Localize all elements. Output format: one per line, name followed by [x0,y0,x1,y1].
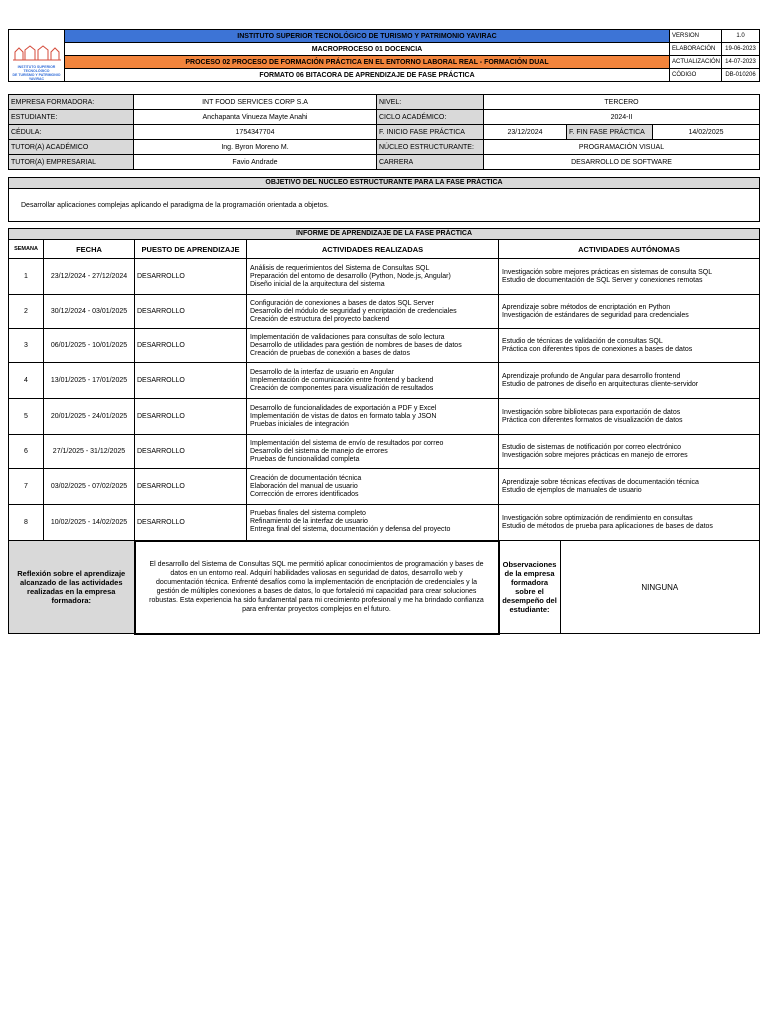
activity-item: Creación de documentación técnica [250,474,362,482]
table-row [9,505,760,541]
tutor-academico-value: Ing. Byron Moreno M. [134,140,377,155]
cedula-value: 1754347704 [134,125,377,140]
empresa-value: INT FOOD SERVICES CORP S.A [134,95,377,110]
week-cell: 3 [9,329,44,363]
activity-item: Implementación de comunicación entre frontend y backend [250,376,434,384]
date-cell: 27/1/2025 - 31/12/2025 [44,435,135,469]
process-name: PROCESO 02 PROCESO DE FORMACIÓN PRÁCTICA EN EL ENTORNO LABORAL REAL - FORMACIÓN DUAL [65,56,670,69]
autonomous-item: Estudio de métodos de prueba para aplicaciones de bases de datos [502,522,713,530]
activities-cell [247,329,499,363]
fin-value: 14/02/2025 [653,125,760,140]
week-cell: 2 [9,295,44,329]
post-cell: DESARROLLO [135,363,247,399]
carrera-label: CARRERA [377,155,484,170]
date-cell: 30/12/2024 - 03/01/2025 [44,295,135,329]
date-cell: 23/12/2024 - 27/12/2024 [44,259,135,295]
logo-mark [11,43,63,81]
table-row [9,469,760,505]
activity-item: Pruebas de funcionalidad completa [250,455,360,463]
autonomous-item: Aprendizaje sobre métodos de encriptación en Python [502,303,671,311]
cedula-label: CÉDULA: [9,125,134,140]
autonomous-cell [499,399,760,435]
activity-item: Pruebas iniciales de integración [250,420,349,428]
activity-item: Creación de componentes para visualización de resultados [250,384,434,392]
date-cell: 06/01/2025 - 10/01/2025 [44,329,135,363]
autonomous-item: Investigación sobre mejores prácticas en manejo de errores [502,451,688,459]
empresa-label: EMPRESA FORMADORA: [9,95,134,110]
inicio-value: 23/12/2024 [484,125,567,140]
nivel-label: NIVEL: [377,95,484,110]
table-row [9,399,760,435]
meta-codigo-label: CÓDIGO [670,69,722,82]
post-cell: DESARROLLO [135,505,247,541]
week-cell: 8 [9,505,44,541]
date-cell: 13/01/2025 - 17/01/2025 [44,363,135,399]
activity-item: Implementación de validaciones para consultas de solo lectura [250,333,445,341]
tutor-academico-label: TUTOR(A) ACADÉMICO [9,140,134,155]
activities-cell [247,363,499,399]
col-autonomas: ACTIVIDADES AUTÓNOMAS [499,240,760,259]
activity-item: Implementación del sistema de envío de resultados por correo [250,439,444,447]
activity-item: Desarrollo de la interfaz de usuario en Angular [250,368,394,376]
meta-actualizacion-value: 14-07-2023 [722,56,760,69]
post-cell: DESARROLLO [135,295,247,329]
objective-text: Desarrollar aplicaciones complejas aplicando el paradigma de la programación orientada a objetos. [9,189,760,222]
autonomous-item: Práctica con diferentes tipos de conexiones a bases de datos [502,345,693,353]
macroprocess: MACROPROCESO 01 DOCENCIA [65,43,670,56]
objective-table [8,177,760,222]
col-semana: SEMANA [9,240,44,259]
table-row [9,435,760,469]
logo-text: INSTITUTO SUPERIOR TECNOLÓGICO DE TURISMO Y PATRIMONIO YAVIRAC [12,64,61,81]
autonomous-cell [499,435,760,469]
post-cell: DESARROLLO [135,469,247,505]
week-cell: 5 [9,399,44,435]
activity-item: Desarrollo del sistema de manejo de errores [250,447,388,455]
institute-name: INSTITUTO SUPERIOR TECNOLÓGICO DE TURISMO Y PATRIMONIO YAVIRAC [65,30,670,43]
format-name: FORMATO 06 BITACORA DE APRENDIZAJE DE FASE PRÁCTICA [65,69,670,82]
post-cell: DESARROLLO [135,399,247,435]
table-row [9,329,760,363]
estudiante-label: ESTUDIANTE: [9,110,134,125]
objective-title: OBJETIVO DEL NUCLEO ESTRUCTURANTE PARA LA FASE PRÁCTICA [9,178,760,189]
table-row [9,259,760,295]
activity-item: Implementación de vistas de datos en formato tabla y JSON [250,412,437,420]
activity-item: Preparación del entorno de desarrollo (Python, Node.js, Angular) [250,272,451,280]
autonomous-item: Estudio de documentación de SQL Server y conexiones remotas [502,276,703,284]
inicio-label: F. INICIO FASE PRÁCTICA [377,125,484,140]
autonomous-cell [499,295,760,329]
observations-value: NINGUNA [641,582,679,592]
autonomous-item: Aprendizaje sobre técnicas efectivas de documentación técnica [502,478,699,486]
activity-item: Desarrollo de funcionalidades de exportación a PDF y Excel [250,404,437,412]
autonomous-cell [499,329,760,363]
activities-cell [247,435,499,469]
meta-codigo-value: DB-010206 [722,69,760,82]
week-cell: 1 [9,259,44,295]
week-cell: 7 [9,469,44,505]
autonomous-item: Estudio de sistemas de notificación por correo electrónico [502,443,681,451]
activity-item: Desarrollo del módulo de seguridad y encriptación de credenciales [250,307,457,315]
estudiante-value: Anchapanta Vinueza Mayte Anahi [134,110,377,125]
col-puesto: PUESTO DE APRENDIZAJE [135,240,247,259]
meta-version-label: VERSION [670,30,722,43]
table-row [9,295,760,329]
autonomous-item: Investigación sobre mejores prácticas en sistemas de consulta SQL [502,268,713,276]
activity-item: Creación de estructura del proyecto backend [250,315,390,323]
activities-cell [247,469,499,505]
activities-cell [247,505,499,541]
activity-item: Refinamiento de la interfaz de usuario [250,518,368,526]
reflection-text: El desarrollo del Sistema de Consultas SQL me permitió aplicar conocimientos de programación y bases de datos en un entorno real. Adquirí habilidades valiosas en seguridad de datos, desarrollo web y documentación técnica. Enfrenté desafíos como la implementación de encriptación de credenciales y la gestión de múltiples conexiones a bases de datos, lo que fortaleció mi capacidad para crear soluciones robustas. Esta experiencia ha sido fundamental para mi crecimiento profesional y me ha brindado confianza para enfrentar proyectos complejos en el futuro. [135,541,499,634]
ciclo-label: CICLO ACADÉMICO: [377,110,484,125]
post-cell: DESARROLLO [135,329,247,363]
activity-item: Desarrollo de utilidades para gestión de nombres de bases de datos [250,341,462,349]
activity-item: Pruebas finales del sistema completo [250,510,366,518]
ciclo-value: 2024-II [484,110,760,125]
activity-item: Análisis de requerimientos del Sistema de Consultas SQL [250,264,430,272]
nucleo-label: NÚCLEO ESTRUCTURANTE: [377,140,484,155]
observations-cell [499,541,760,634]
autonomous-item: Investigación sobre optimización de rendimiento en consultas [502,514,693,522]
institute-logo [9,30,65,82]
tutor-empresarial-value: Favio Andrade [134,155,377,170]
post-cell: DESARROLLO [135,259,247,295]
nivel-value: TERCERO [484,95,760,110]
autonomous-cell [499,505,760,541]
report-title: INFORME DE APRENDIZAJE DE LA FASE PRÁCTICA [9,229,760,240]
tutor-empresarial-label: TUTOR(A) EMPRESARIAL [9,155,134,170]
observations-label: Observaciones de la empresa formadora sobre el desempeño del estudiante: [500,541,561,633]
activity-item: Diseño inicial de la arquitectura del sistema [250,280,385,288]
activity-item: Corrección de errores identificados [250,490,359,498]
activity-item: Elaboración del manual de usuario [250,482,358,490]
autonomous-item: Estudio de patrones de diseño en arquitecturas cliente-servidor [502,380,699,388]
building-icon [11,43,63,61]
table-row [9,363,760,399]
meta-elaboracion-value: 19-06-2023 [722,43,760,56]
col-actividades: ACTIVIDADES REALIZADAS [247,240,499,259]
col-fecha: FECHA [44,240,135,259]
carrera-value: DESARROLLO DE SOFTWARE [484,155,760,170]
meta-version-value: 1.0 [722,30,760,43]
header-table [8,29,760,82]
week-cell: 6 [9,435,44,469]
post-cell: DESARROLLO [135,435,247,469]
activities-cell [247,399,499,435]
autonomous-cell [499,469,760,505]
date-cell: 10/02/2025 - 14/02/2025 [44,505,135,541]
fin-label: F. FIN FASE PRÁCTICA [567,125,653,140]
activities-cell [247,259,499,295]
autonomous-item: Estudio de técnicas de validación de consultas SQL [502,337,663,345]
autonomous-cell [499,259,760,295]
info-table [8,94,760,170]
activity-item: Configuración de conexiones a bases de datos SQL Server [250,299,434,307]
date-cell: 20/01/2025 - 24/01/2025 [44,399,135,435]
activities-cell [247,295,499,329]
autonomous-item: Aprendizaje profundo de Angular para desarrollo frontend [502,372,681,380]
autonomous-item: Investigación sobre bibliotecas para exportación de datos [502,408,681,416]
autonomous-cell [499,363,760,399]
autonomous-item: Práctica con diferentes formatos de visualización de datos [502,416,683,424]
activity-item: Entrega final del sistema, documentación y defensa del proyecto [250,526,451,534]
report-table [8,228,760,635]
autonomous-item: Investigación de estándares de seguridad para credenciales [502,311,689,319]
meta-actualizacion-label: ACTUALIZACIÓN [670,56,722,69]
week-cell: 4 [9,363,44,399]
nucleo-value: PROGRAMACIÓN VISUAL [484,140,760,155]
activity-item: Creación de pruebas de conexión a bases de datos [250,349,410,357]
autonomous-item: Estudio de ejemplos de manuales de usuario [502,486,642,494]
meta-elaboracion-label: ELABORACIÓN [670,43,722,56]
reflection-label: Reflexión sobre el aprendizaje alcanzado de las actividades realizadas en la empresa formadora: [9,541,135,634]
date-cell: 03/02/2025 - 07/02/2025 [44,469,135,505]
